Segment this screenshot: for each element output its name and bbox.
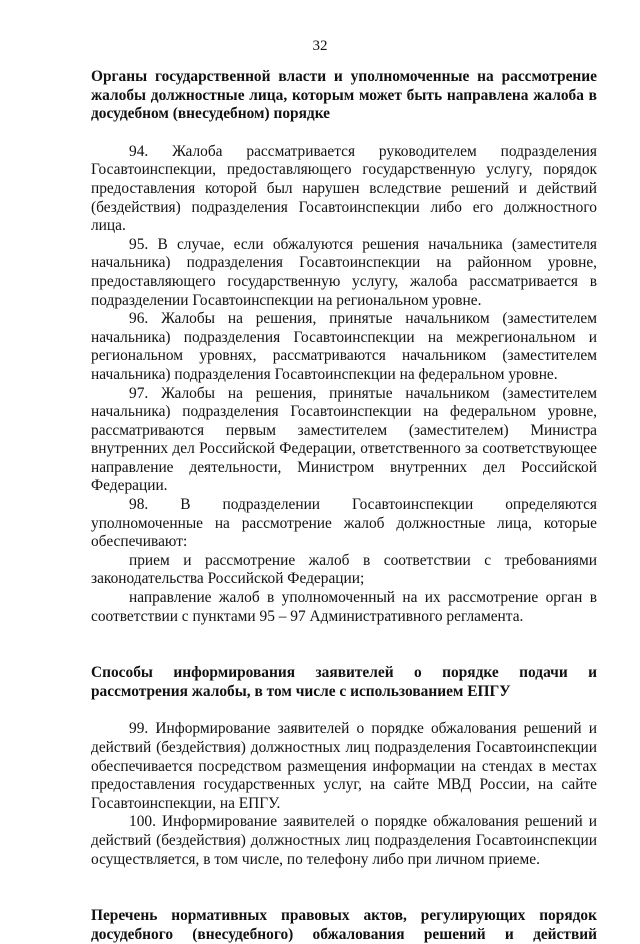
document-body [91,68,597,944]
paragraph-96: 96. Жалобы на решения, принятые начальником (заместителем начальника) подразделения Госавтоинспекции на межрегиональном и региональном уровнях, рассматриваются начальником (заместителем начальника) подразделения Госавтоинспекции на федеральном уровне. [91,310,597,383]
section-heading-legal-acts: Перечень нормативных правовых актов, регулирующих порядок досудебного (внесудебного) обжалования решений и действий [91,907,597,943]
paragraph-100: 100. Информирование заявителей о порядке обжалования решений и действий (бездействия) должностных лиц подразделения Госавтоинспекции осуществляется, в том числе, по телефону либо при личном приеме. [91,813,597,868]
paragraph-94: 94. Жалоба рассматривается руководителем подразделения Госавтоинспекции, предоставляющего государственную услугу, порядок предоставления которой был нарушен вследствие решений и действий (бездействия) подразделения Госавтоинспекции либо его должностного лица. [91,142,597,235]
section-heading-complaint-bodies: Органы государственной власти и уполномоченные на рассмотрение жалобы должностные лица, которым может быть направлена жалоба в досудебном (внесудебном) порядке [91,68,597,123]
paragraph-98-item-1: прием и рассмотрение жалоб в соответствии с требованиями законодательства Российской Федерации; [91,551,597,588]
paragraph-95: 95. В случае, если обжалуются решения начальника (заместителя начальника) подразделения Госавтоинспекции на районном уровне, предоставляющего государственную услугу, жалоба рассматривается в подразделении Госавтоинспекции на региональном уровне. [91,235,597,309]
section-heading-informing-methods: Способы информирования заявителей о порядке подачи и рассмотрения жалобы, в том числе с использованием ЕПГУ [91,664,597,700]
paragraph-98: 98. В подразделении Госавтоинспекции определяются уполномоченные на рассмотрение жалоб должностные лица, которые обеспечивают: [91,496,597,551]
paragraph-98-item-2: направление жалоб в уполномоченный на их рассмотрение орган в соответствии с пунктами 95 – 97 Административного регламента. [91,589,597,625]
page-number: 32 [312,38,328,54]
paragraph-97: 97. Жалобы на решения, принятые начальником (заместителем начальника) подразделения Госавтоинспекции на федеральном уровне, рассматриваются первым заместителем (заместителем) Министра внутренних дел Российской Федерации, ответственного за соответствующее направление деятельности, Министром внутренних дел Российской Федерации. [91,384,597,495]
paragraph-99: 99. Информирование заявителей о порядке обжалования решений и действий (бездействия) должностных лиц подразделения Госавтоинспекции обеспечивается посредством размещения информации на стендах в местах предоставления государственных услуг, на сайте МВД России, на сайте Госавтоинспекции, на ЕПГУ. [91,720,597,812]
